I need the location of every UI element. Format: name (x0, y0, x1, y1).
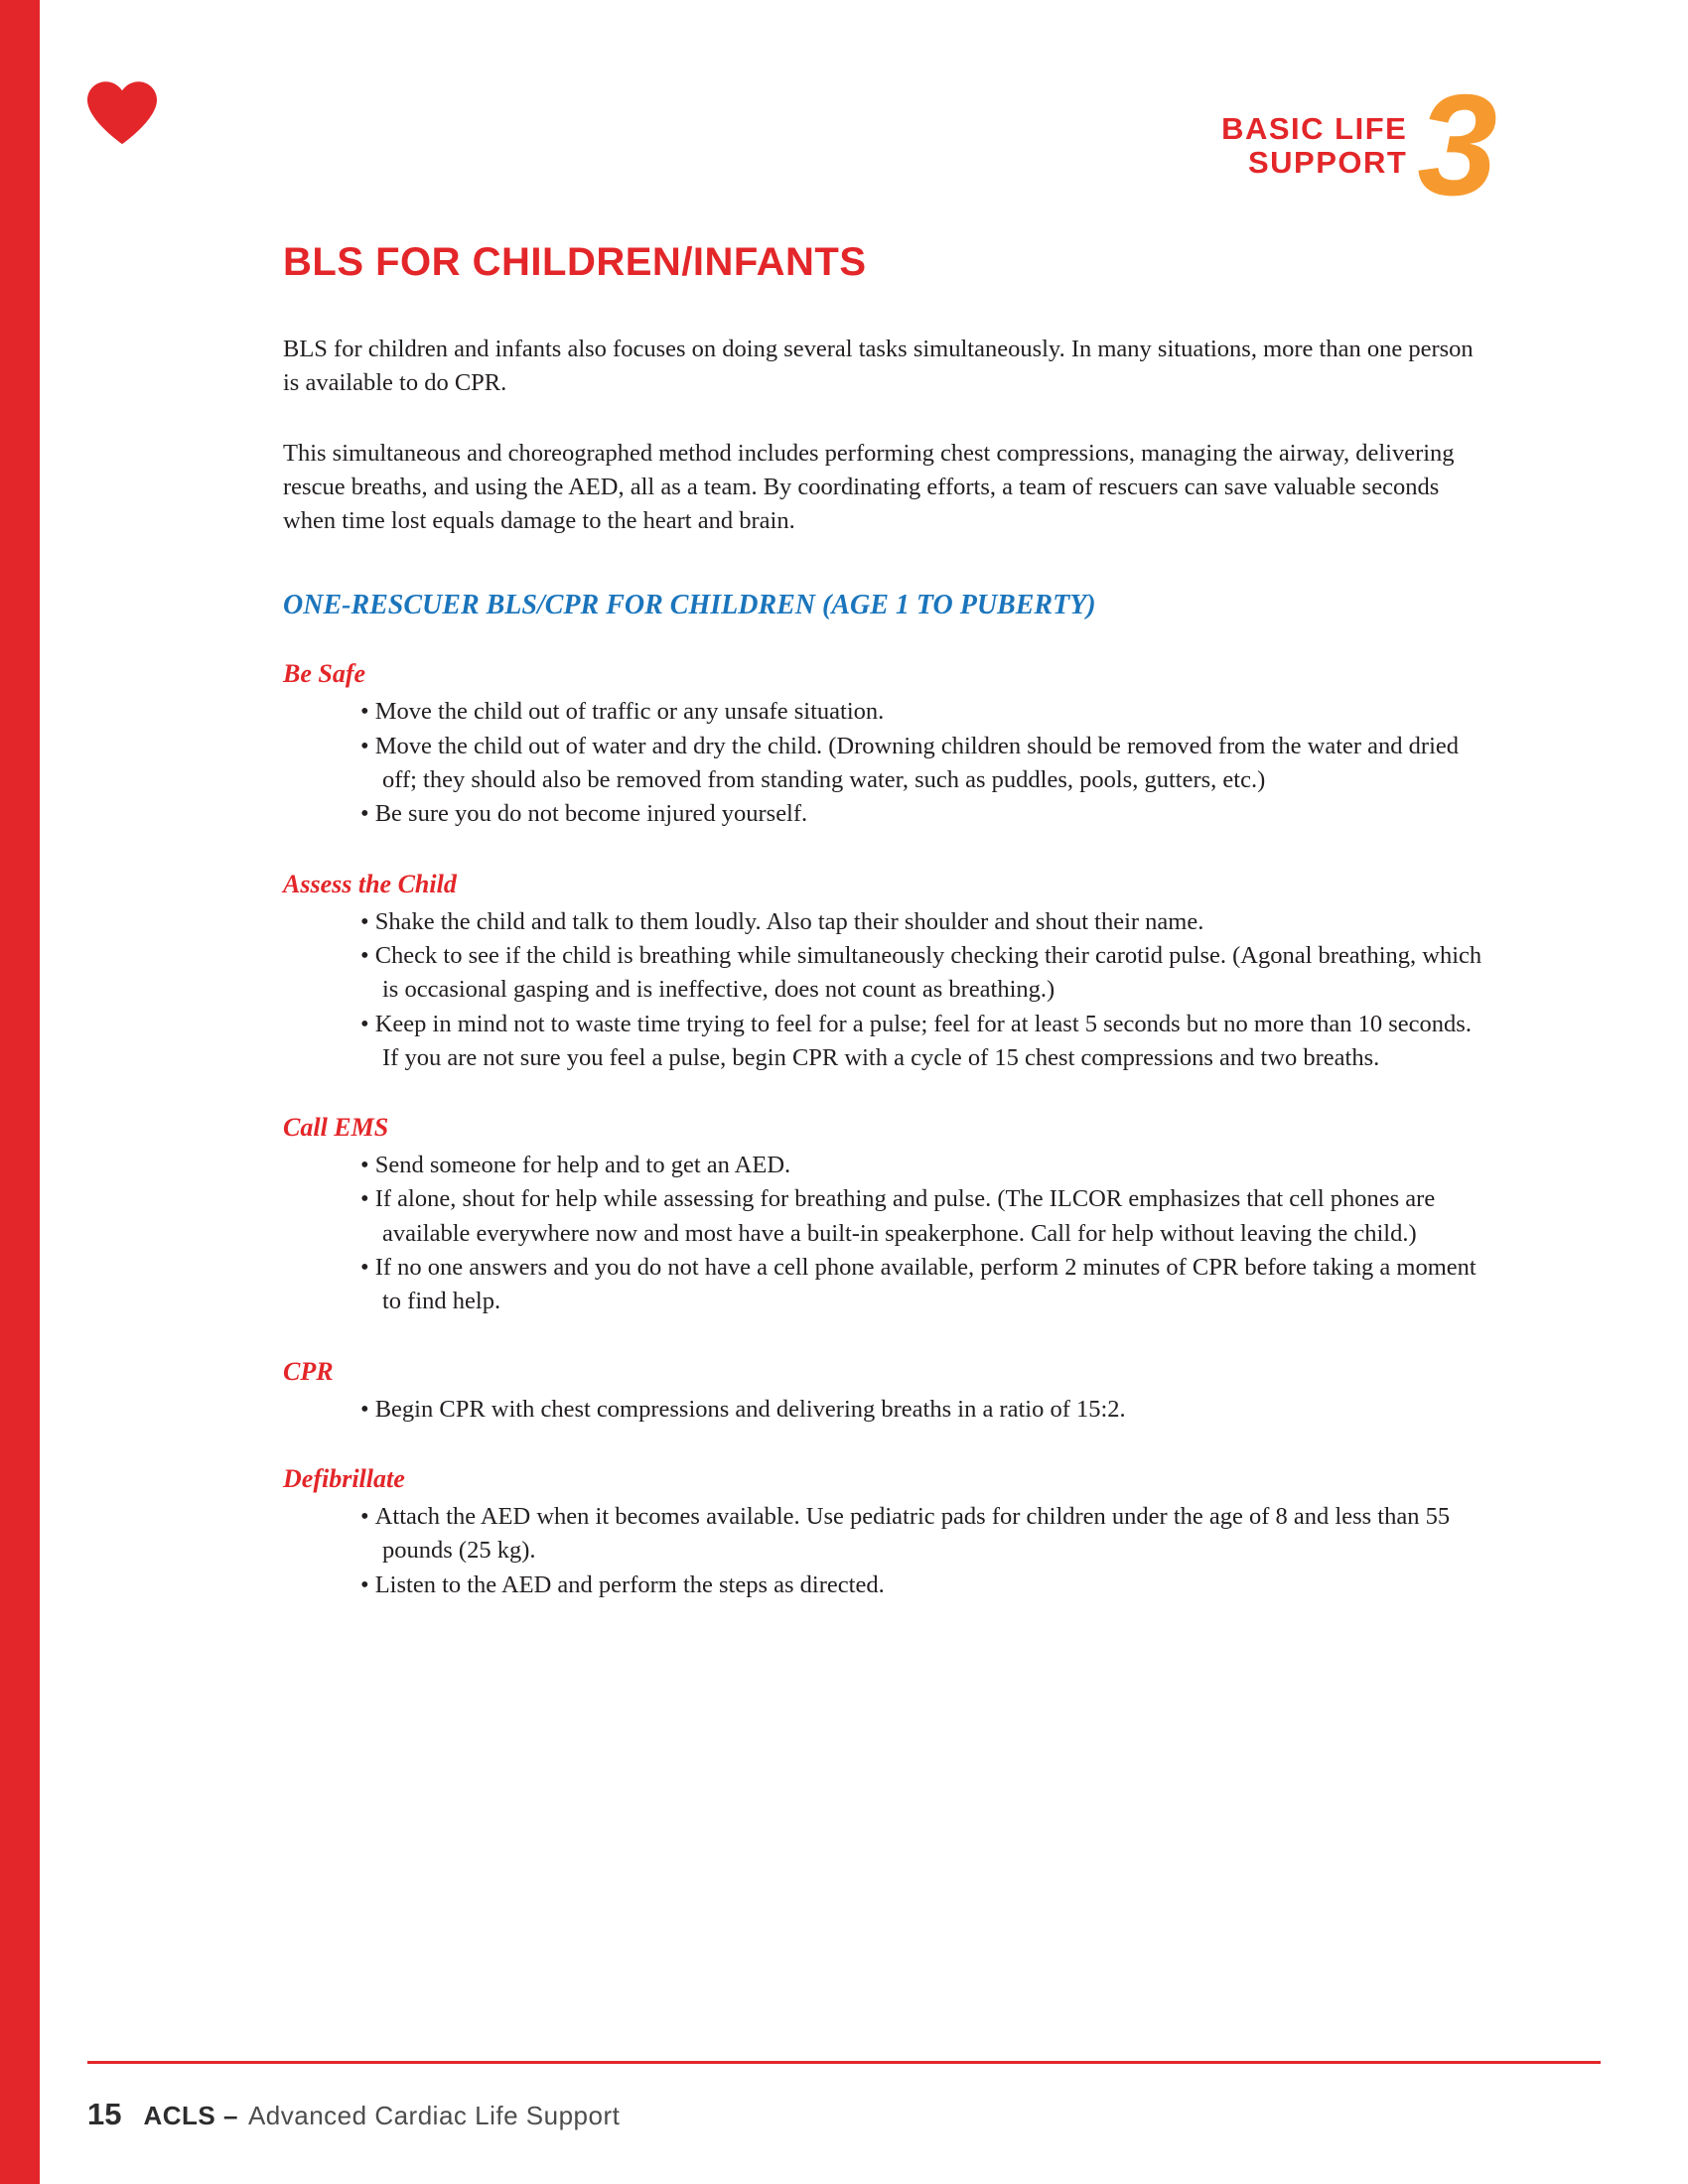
bullet-item: • Move the child out of traffic or any unsafe situation. (345, 695, 1484, 729)
section-title: ONE-RESCUER BLS/CPR FOR CHILDREN (AGE 1 TO PUBERTY) (283, 590, 1096, 621)
page-number: 15 (87, 2097, 122, 2131)
main-content (283, 0, 1484, 1602)
footer-subtitle: Advanced Cardiac Life Support (247, 2101, 621, 2130)
bullet-list (345, 1393, 1484, 1427)
bullet-item: • Move the child out of water and dry the child. (Drowning children should be removed from the water and dried off; they should also be removed from standing water, such as puddles, pools, gutters, etc.) (345, 730, 1484, 798)
intro-paragraph: BLS for children and infants also focuses on doing several tasks simultaneously. In many situations, more than one person is available to do CPR. (283, 336, 1474, 397)
left-red-bar (0, 0, 40, 2184)
bullet-item: • Shake the child and talk to them loudly. Also tap their shoulder and shout their name. (345, 905, 1484, 939)
badge-line1: BASIC LIFE (1221, 111, 1408, 147)
heart-logo-icon (87, 81, 157, 145)
bullet-item: • Attach the AED when it becomes available. Use pediatric pads for children under the age of 8 and less than 55 pounds (25 kg). (345, 1500, 1484, 1569)
bullet-item: • Be sure you do not become injured yourself. (345, 797, 1484, 831)
bullet-item: • Listen to the AED and perform the steps as directed. (345, 1569, 1484, 1602)
bullet-list (345, 695, 1484, 831)
bullet-item: • Begin CPR with chest compressions and delivering breaths in a ratio of 15:2. (345, 1393, 1484, 1427)
chapter-number: 3 (1417, 65, 1497, 225)
footer-rule (87, 2061, 1601, 2064)
footer-brand: ACLS – (143, 2101, 238, 2130)
bullet-item: • If no one answers and you do not have a cell phone available, perform 2 minutes of CPR before taking a moment to find help. (345, 1251, 1484, 1319)
subsections (283, 659, 1484, 1601)
bullet-item: • Keep in mind not to waste time trying to feel for a pulse; feel for at least 5 seconds but no more than 10 seconds. If you are not sure you feel a pulse, begin CPR with a cycle of 15 chest compressions and two breaths. (345, 1008, 1484, 1076)
bullet-list (345, 1500, 1484, 1602)
bullet-item: • Check to see if the child is breathing while simultaneously checking their carotid pulse. (Agonal breathing, which is occasional gasping and is ineffective, does not count as breathing.) (345, 939, 1484, 1008)
intro-paragraph: This simultaneous and choreographed method includes performing chest compressions, managing the airway, delivering rescue breaths, and using the AED, all as a team. By coordinating efforts, a team of rescuers can save valuable seconds when time lost equals damage to the heart and brain. (283, 439, 1455, 535)
bullet-item: • If alone, shout for help while assessing for breathing and pulse. (The ILCOR emphasizes that cell phones are available everywhere now and most have a built-in speakerphone. Call for help without leaving the child.) (345, 1182, 1484, 1251)
subsection-heading: Be Safe (283, 659, 366, 689)
subsection-heading: CPR (283, 1356, 334, 1386)
subsection-heading: Defibrillate (283, 1463, 405, 1493)
page-title: BLS FOR CHILDREN/INFANTS (283, 240, 867, 284)
badge-line2: SUPPORT (1247, 144, 1408, 180)
subsection-heading: Call EMS (283, 1113, 389, 1143)
intro-paragraphs (283, 333, 1484, 538)
bullet-item: • Send someone for help and to get an AED. (345, 1149, 1484, 1182)
bullet-list (345, 1149, 1484, 1318)
subsection-heading: Assess the Child (283, 869, 457, 898)
bullet-list (345, 905, 1484, 1075)
footer (87, 2097, 620, 2132)
